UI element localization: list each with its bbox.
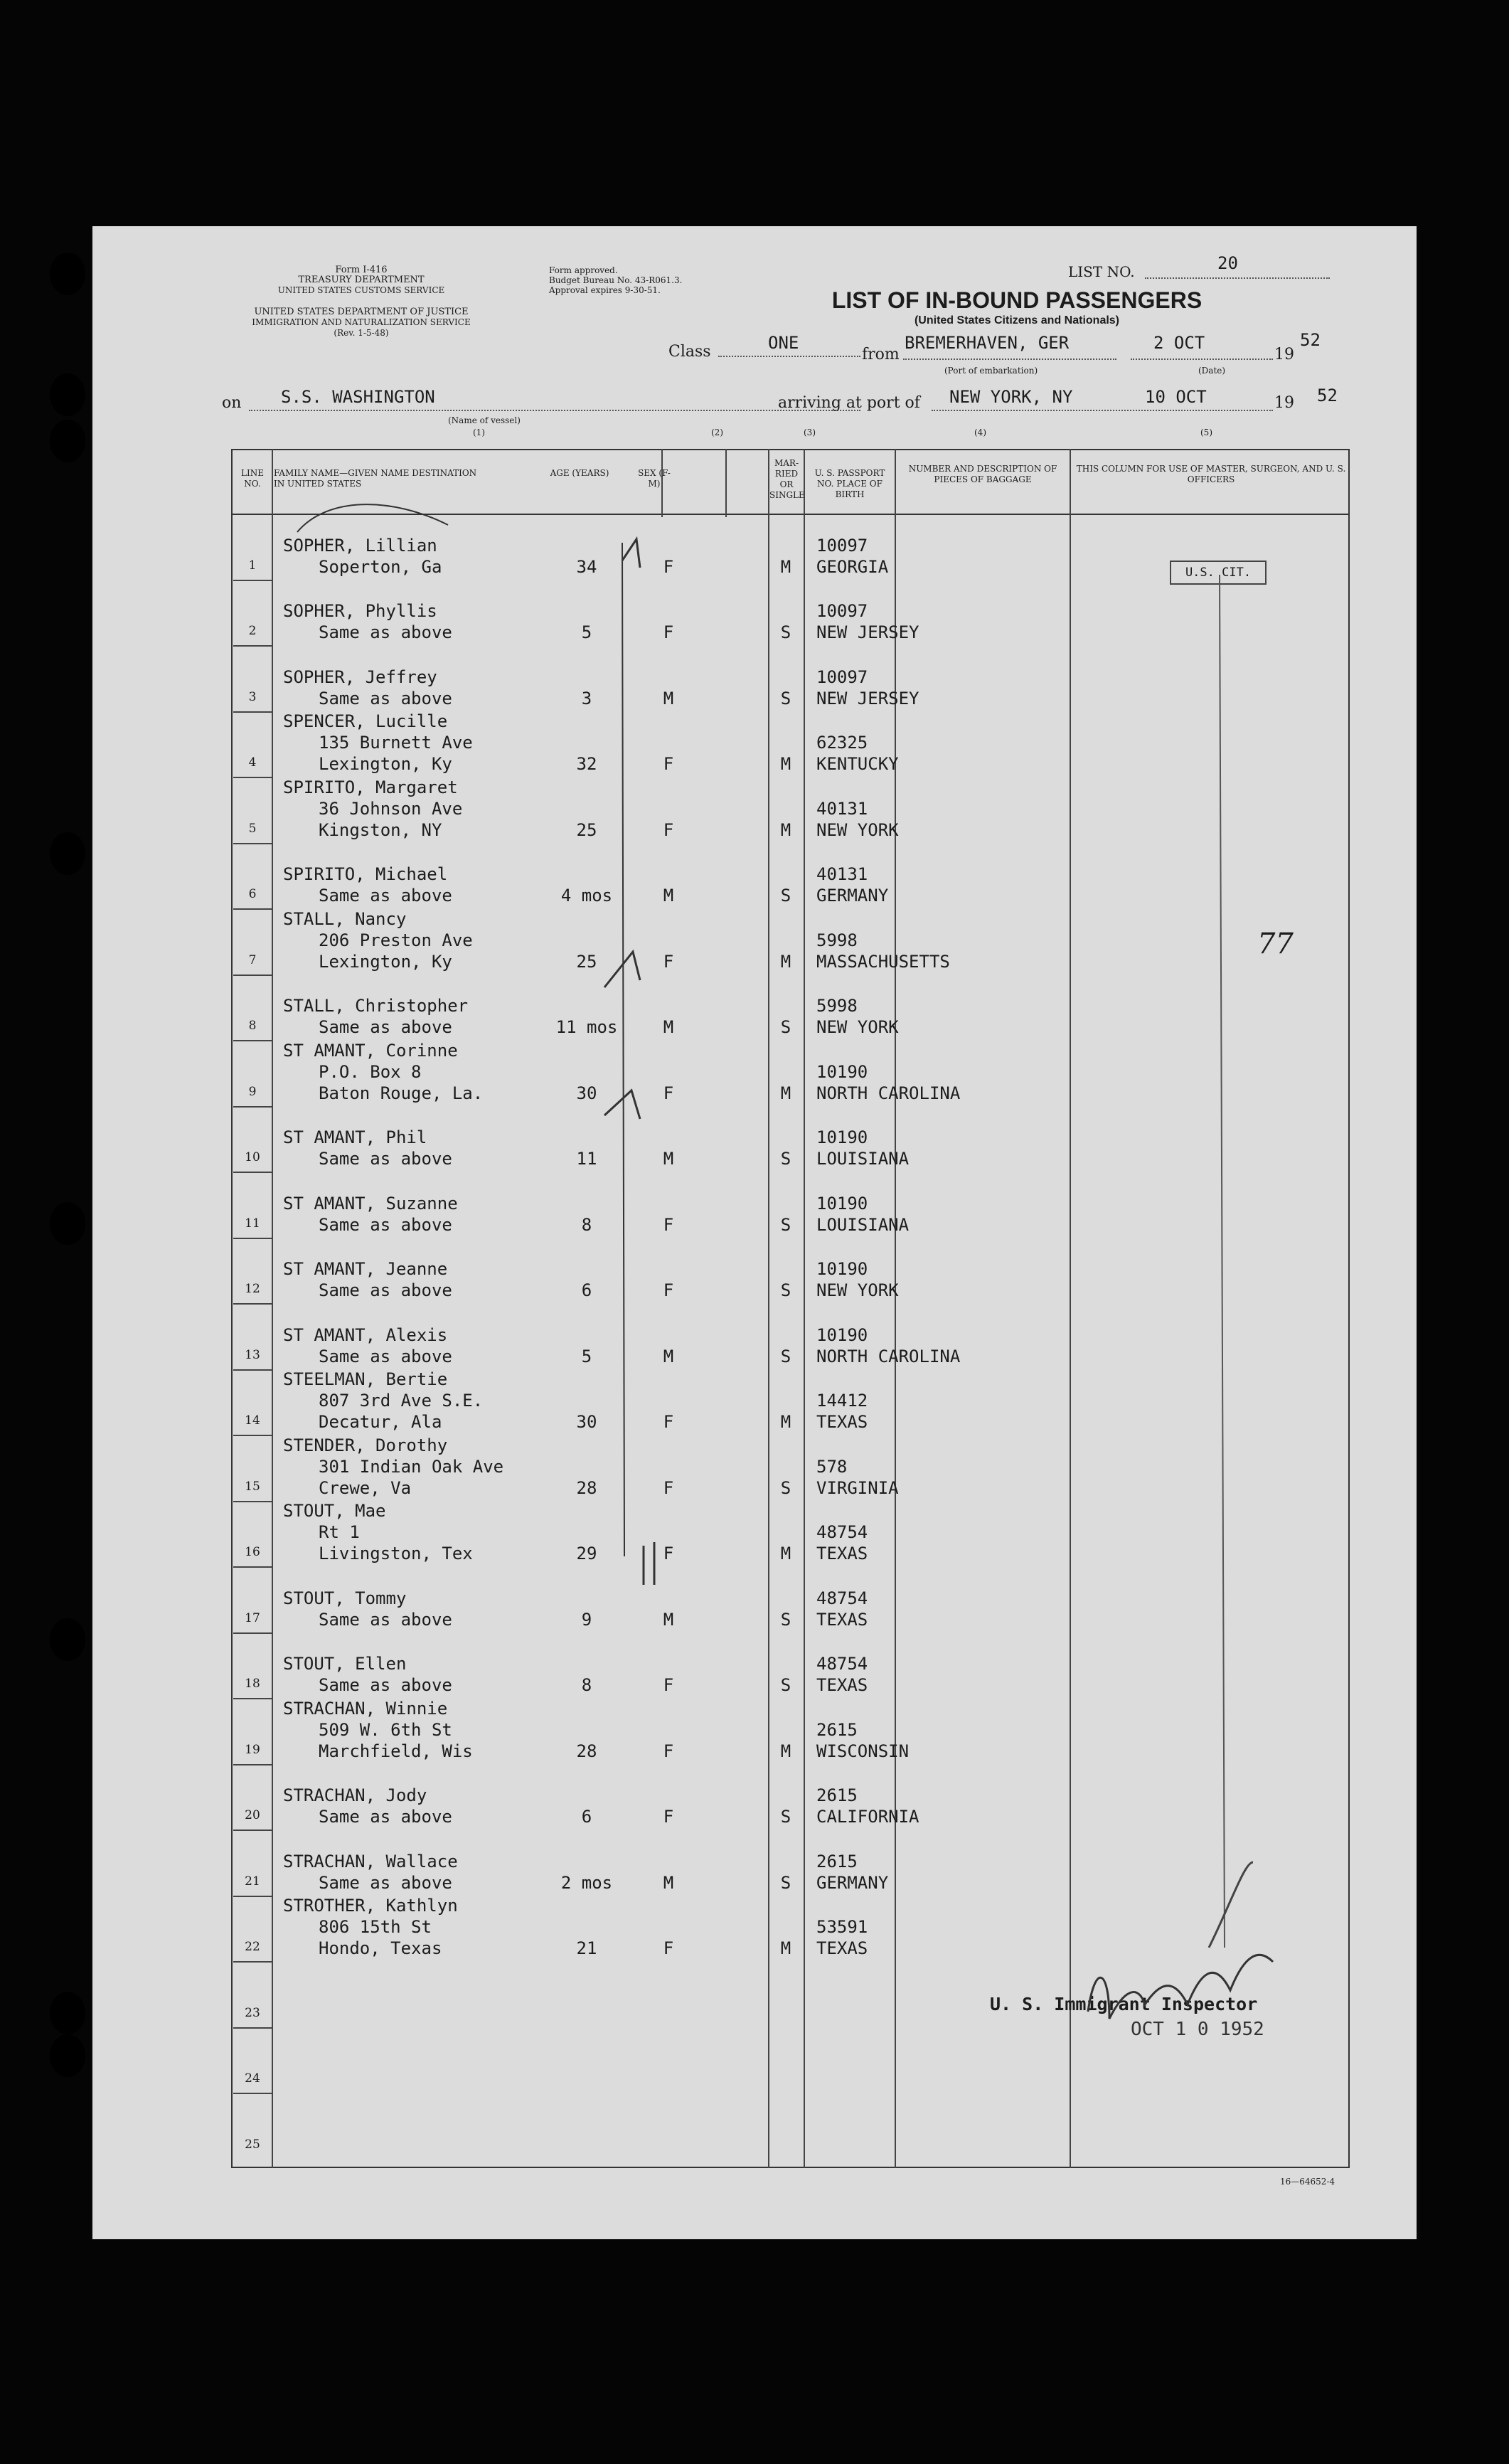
form-revision: (Rev. 1-5-48) [334, 328, 389, 338]
passenger-address: Rt 1 [319, 1522, 360, 1542]
place-of-birth: NEW JERSEY [816, 688, 919, 708]
sex: F [663, 819, 674, 840]
passenger-address: 806 15th St [319, 1917, 432, 1937]
passport-number: 40131 [816, 864, 868, 884]
passenger-name: SOPHER, Phyllis [283, 601, 437, 621]
line-number: 2 [248, 624, 257, 638]
class-value: ONE [768, 333, 799, 353]
passenger-address: Livingston, Tex [319, 1544, 473, 1563]
passenger-address: Same as above [319, 1346, 452, 1366]
col-num-2: (2) [711, 428, 723, 437]
embarkation-date: 2 OCT [1153, 333, 1205, 353]
punch-hole [50, 420, 85, 462]
place-of-birth: MASSACHUSETTS [816, 951, 950, 972]
passenger-address: Same as above [319, 1807, 452, 1827]
sex: M [663, 688, 674, 708]
sex: F [663, 556, 674, 577]
list-number: 20 [1217, 253, 1238, 273]
age: 5 [581, 1346, 592, 1366]
line-number: 8 [248, 1019, 257, 1033]
sex: F [663, 1214, 674, 1235]
col-num-4: (4) [974, 428, 986, 437]
passenger-address: 36 Johnson Ave [319, 798, 463, 819]
punch-hole [50, 253, 85, 295]
place-of-birth: NEW YORK [816, 819, 899, 840]
header-sex: SEX (F-M) [638, 468, 671, 489]
passenger-address: P.O. Box 8 [319, 1061, 422, 1082]
place-of-birth: VIRGINIA [816, 1477, 899, 1498]
age: 34 [576, 556, 597, 577]
passenger-name: STALL, Nancy [283, 908, 407, 929]
place-of-birth: TEXAS [816, 1412, 868, 1432]
footer-code: 16—64652-4 [1280, 2177, 1335, 2187]
manifest-page [92, 226, 1417, 2239]
marital-status: S [780, 1675, 791, 1695]
passenger-address: Soperton, Ga [319, 556, 442, 577]
passport-number: 48754 [816, 1588, 868, 1608]
age: 21 [576, 1938, 597, 1958]
age: 9 [581, 1609, 592, 1630]
passport-number: 2615 [816, 1785, 858, 1805]
line-number: 6 [248, 887, 257, 901]
passport-number: 10190 [816, 1193, 868, 1214]
passenger-address: 301 Indian Oak Ave [319, 1456, 504, 1477]
line-number: 25 [245, 2137, 260, 2152]
sex: F [663, 1544, 674, 1563]
line-number: 10 [245, 1150, 260, 1164]
place-of-birth: CALIFORNIA [816, 1807, 919, 1827]
arrival-year-prefix: 19 [1274, 394, 1294, 412]
header-line-no: LINE NO. [241, 468, 264, 489]
vessel-name: S.S. WASHINGTON [281, 387, 435, 407]
line-number: 4 [248, 755, 257, 770]
marital-status: M [780, 1083, 791, 1103]
line-number: 20 [245, 1808, 260, 1822]
passport-number: 10190 [816, 1259, 868, 1279]
sex: M [663, 1872, 674, 1893]
passport-number: 62325 [816, 733, 868, 753]
justice-dept: UNITED STATES DEPARTMENT OF JUSTICE [254, 307, 469, 317]
us-citizen-stamp: U.S. CIT. [1170, 561, 1267, 585]
marital-status: M [780, 1412, 791, 1432]
age: 3 [581, 688, 592, 708]
punch-hole [50, 2034, 85, 2077]
passport-number: 578 [816, 1456, 848, 1477]
line-number: 11 [245, 1216, 260, 1231]
place-of-birth: NORTH CAROLINA [816, 1346, 961, 1366]
line-number: 23 [245, 2005, 260, 2020]
col-num-1: (1) [473, 428, 485, 437]
age: 6 [581, 1807, 592, 1827]
approval-3: Approval expires 9-30-51. [549, 285, 661, 295]
arrival-year: 52 [1317, 386, 1338, 405]
sex: M [663, 1346, 674, 1366]
age: 11 mos [555, 1017, 618, 1037]
approval-1: Form approved. [549, 265, 618, 275]
line-number: 7 [248, 952, 257, 967]
passenger-address: 509 W. 6th St [319, 1719, 452, 1740]
line-number: 9 [248, 1084, 257, 1099]
age: 6 [581, 1280, 592, 1300]
passenger-address: Same as above [319, 1609, 452, 1630]
passport-number: 2615 [816, 1719, 858, 1740]
passenger-name: SOPHER, Jeffrey [283, 667, 437, 687]
header-officer: THIS COLUMN FOR USE OF MASTER, SURGEON, AND U. S. OFFICERS [1076, 464, 1346, 484]
age: 28 [576, 1741, 597, 1761]
passport-number: 10190 [816, 1127, 868, 1147]
sex: M [663, 1017, 674, 1037]
passport-number: 40131 [816, 798, 868, 819]
passenger-address: Same as above [319, 688, 452, 708]
marital-status: S [780, 1280, 791, 1300]
passenger-name: STOUT, Tommy [283, 1588, 407, 1608]
place-of-birth: WISCONSIN [816, 1741, 910, 1761]
age: 5 [581, 622, 592, 642]
passenger-address: Same as above [319, 1872, 452, 1893]
sex: M [663, 886, 674, 906]
class-label: Class [668, 343, 711, 361]
passenger-name: SPIRITO, Margaret [283, 777, 458, 797]
marital-status: S [780, 886, 791, 906]
marital-status: S [780, 1609, 791, 1630]
passenger-address: Marchfield, Wis [319, 1741, 473, 1761]
passport-number: 10097 [816, 601, 868, 621]
passenger-name: SPENCER, Lucille [283, 711, 448, 731]
marital-status: S [780, 1807, 791, 1827]
place-of-birth: NORTH CAROLINA [816, 1083, 961, 1103]
from-label: from [862, 346, 900, 363]
age: 30 [576, 1083, 597, 1103]
passenger-address: Same as above [319, 1280, 452, 1300]
sex: F [663, 1280, 674, 1300]
passenger-name: ST AMANT, Phil [283, 1127, 427, 1147]
approval-2: Budget Bureau No. 43-R061.3. [549, 275, 683, 285]
treasury-dept: TREASURY DEPARTMENT [298, 275, 425, 285]
line-number: 22 [245, 1940, 260, 1954]
place-of-birth: KENTUCKY [816, 754, 899, 774]
passenger-address: Baton Rouge, La. [319, 1083, 484, 1103]
place-of-birth: NEW JERSEY [816, 622, 919, 642]
marital-status: M [780, 951, 791, 972]
line-number: 24 [245, 2071, 260, 2086]
line-number: 21 [245, 1874, 260, 1889]
passport-number: 5998 [816, 996, 858, 1016]
passport-number: 10097 [816, 535, 868, 556]
line-number: 16 [245, 1545, 260, 1559]
year-prefix: 19 [1274, 346, 1294, 363]
sex: F [663, 951, 674, 972]
col-num-3: (3) [804, 428, 816, 437]
passenger-name: STRACHAN, Wallace [283, 1851, 458, 1871]
passenger-name: STOUT, Ellen [283, 1654, 407, 1674]
marital-status: S [780, 1149, 791, 1169]
age: 25 [576, 819, 597, 840]
place-of-birth: LOUISIANA [816, 1214, 910, 1235]
place-of-birth: NEW YORK [816, 1017, 899, 1037]
passenger-name: ST AMANT, Suzanne [283, 1193, 458, 1214]
punch-hole [50, 1202, 85, 1245]
passenger-address: Same as above [319, 1149, 452, 1169]
age: 30 [576, 1412, 597, 1432]
header-baggage: NUMBER AND DESCRIPTION OF PIECES OF BAGGAGE [908, 464, 1057, 484]
on-label: on [222, 394, 242, 412]
passenger-address: Decatur, Ala [319, 1412, 442, 1432]
punch-hole [50, 1618, 85, 1661]
passport-number: 10190 [816, 1061, 868, 1082]
marital-status: S [780, 1872, 791, 1893]
customs-service: UNITED STATES CUSTOMS SERVICE [277, 285, 445, 295]
age: 29 [576, 1544, 597, 1563]
embarkation-year: 52 [1300, 330, 1321, 350]
place-of-birth: TEXAS [816, 1938, 868, 1958]
sex: F [663, 1083, 674, 1103]
age: 8 [581, 1214, 592, 1235]
line-number: 1 [248, 558, 257, 573]
col-num-5: (5) [1200, 428, 1212, 437]
passenger-name: STEELMAN, Bertie [283, 1369, 448, 1389]
age: 28 [576, 1477, 597, 1498]
age: 25 [576, 951, 597, 972]
line-number: 14 [245, 1413, 260, 1428]
passenger-address: Same as above [319, 886, 452, 906]
date-caption: (Date) [1198, 366, 1226, 376]
age: 11 [576, 1149, 597, 1169]
sex: F [663, 1675, 674, 1695]
passport-number: 48754 [816, 1522, 868, 1542]
line-number: 5 [248, 821, 257, 836]
marital-status: M [780, 754, 791, 774]
sex: M [663, 1149, 674, 1169]
header-name: FAMILY NAME—GIVEN NAME DESTINATION IN UNITED STATES [274, 468, 477, 489]
passenger-address: Same as above [319, 622, 452, 642]
marital-status: S [780, 1214, 791, 1235]
passenger-address: Kingston, NY [319, 819, 442, 840]
place-of-birth: TEXAS [816, 1675, 868, 1695]
place-of-birth: LOUISIANA [816, 1149, 910, 1169]
sex: M [663, 1609, 674, 1630]
passenger-address: 135 Burnett Ave [319, 733, 473, 753]
handwritten-marks [92, 226, 1417, 2239]
passport-number: 53591 [816, 1917, 868, 1937]
marital-status: M [780, 819, 791, 840]
passenger-name: ST AMANT, Alexis [283, 1324, 448, 1345]
passenger-name: STENDER, Dorothy [283, 1435, 448, 1455]
arriving-label: arriving at port of [778, 394, 920, 412]
ins-service: IMMIGRATION AND NATURALIZATION SERVICE [252, 317, 471, 327]
place-of-birth: GERMANY [816, 886, 889, 906]
passport-number: 48754 [816, 1654, 868, 1674]
line-number: 17 [245, 1610, 260, 1625]
marital-status: M [780, 1938, 791, 1958]
marital-status: M [780, 1544, 791, 1563]
passenger-address: Crewe, Va [319, 1477, 412, 1498]
form-number: Form I-416 [335, 265, 388, 275]
passenger-name: STRACHAN, Jody [283, 1785, 427, 1805]
form-title: LIST OF IN-BOUND PASSENGERS [831, 287, 1203, 313]
sex: F [663, 1412, 674, 1432]
place-of-birth: GERMANY [816, 1872, 889, 1893]
marital-status: M [780, 1741, 791, 1761]
passenger-address: Hondo, Texas [319, 1938, 442, 1958]
punch-hole [50, 1992, 85, 2034]
passenger-name: STOUT, Mae [283, 1501, 386, 1521]
place-of-birth: NEW YORK [816, 1280, 899, 1300]
place-of-birth: TEXAS [816, 1544, 868, 1563]
vessel-caption: (Name of vessel) [448, 415, 521, 425]
officer-note: 77 [1257, 928, 1294, 960]
passenger-name: SPIRITO, Michael [283, 864, 448, 884]
passport-number: 10190 [816, 1324, 868, 1345]
passenger-address: 807 3rd Ave S.E. [319, 1391, 484, 1411]
line-number: 15 [245, 1479, 260, 1494]
passenger-name: STROTHER, Kathlyn [283, 1896, 458, 1916]
passenger-name: ST AMANT, Jeanne [283, 1259, 448, 1279]
line-number: 12 [245, 1282, 260, 1296]
list-number-label: LIST NO. [1068, 263, 1135, 280]
passenger-name: STRACHAN, Winnie [283, 1698, 448, 1719]
header-passport: U. S. PASSPORT NO. PLACE OF BIRTH [814, 468, 885, 499]
sex: F [663, 1477, 674, 1498]
sex: F [663, 1741, 674, 1761]
age: 8 [581, 1675, 592, 1695]
marital-status: M [780, 556, 791, 577]
sex: F [663, 1938, 674, 1958]
passport-number: 10097 [816, 667, 868, 687]
embarkation-port: BREMERHAVEN, GER [905, 333, 1070, 353]
marital-status: S [780, 1017, 791, 1037]
age: 2 mos [560, 1872, 613, 1893]
marital-status: S [780, 1477, 791, 1498]
passenger-address: Same as above [319, 1675, 452, 1695]
header-age: AGE (YEARS) [550, 468, 609, 478]
marital-status: S [780, 1346, 791, 1366]
passport-number: 5998 [816, 930, 858, 950]
passenger-address: Lexington, Ky [319, 951, 452, 972]
passenger-name: SOPHER, Lillian [283, 535, 437, 556]
header-married: MAR-RIED OR SINGLE [769, 458, 805, 500]
passenger-address: 206 Preston Ave [319, 930, 473, 950]
passenger-name: ST AMANT, Corinne [283, 1040, 458, 1061]
line-number: 13 [245, 1347, 260, 1362]
line-number: 18 [245, 1677, 260, 1691]
age: 32 [576, 754, 597, 774]
inspector-title: U. S. Immigrant Inspector [990, 1994, 1258, 2014]
line-number: 19 [245, 1742, 260, 1757]
inspection-date-stamp: OCT 1 0 1952 [1131, 2019, 1264, 2040]
form-subtitle: (United States Citizens and Nationals) [914, 314, 1120, 326]
sex: F [663, 1807, 674, 1827]
punch-hole [50, 832, 85, 875]
passenger-address: Same as above [319, 1214, 452, 1235]
marital-status: S [780, 688, 791, 708]
passport-number: 14412 [816, 1391, 868, 1411]
line-number: 3 [248, 689, 257, 704]
punch-hole [50, 373, 85, 416]
place-of-birth: GEORGIA [816, 556, 889, 577]
sex: F [663, 622, 674, 642]
marital-status: S [780, 622, 791, 642]
place-of-birth: TEXAS [816, 1609, 868, 1630]
passenger-address: Lexington, Ky [319, 754, 452, 774]
passenger-address: Same as above [319, 1017, 452, 1037]
port-caption: (Port of embarkation) [944, 366, 1038, 376]
arrival-date: 10 OCT [1145, 387, 1207, 407]
passport-number: 2615 [816, 1851, 858, 1871]
arrival-port: NEW YORK, NY [949, 387, 1073, 407]
sex: F [663, 754, 674, 774]
age: 4 mos [560, 886, 613, 906]
passenger-name: STALL, Christopher [283, 996, 469, 1016]
